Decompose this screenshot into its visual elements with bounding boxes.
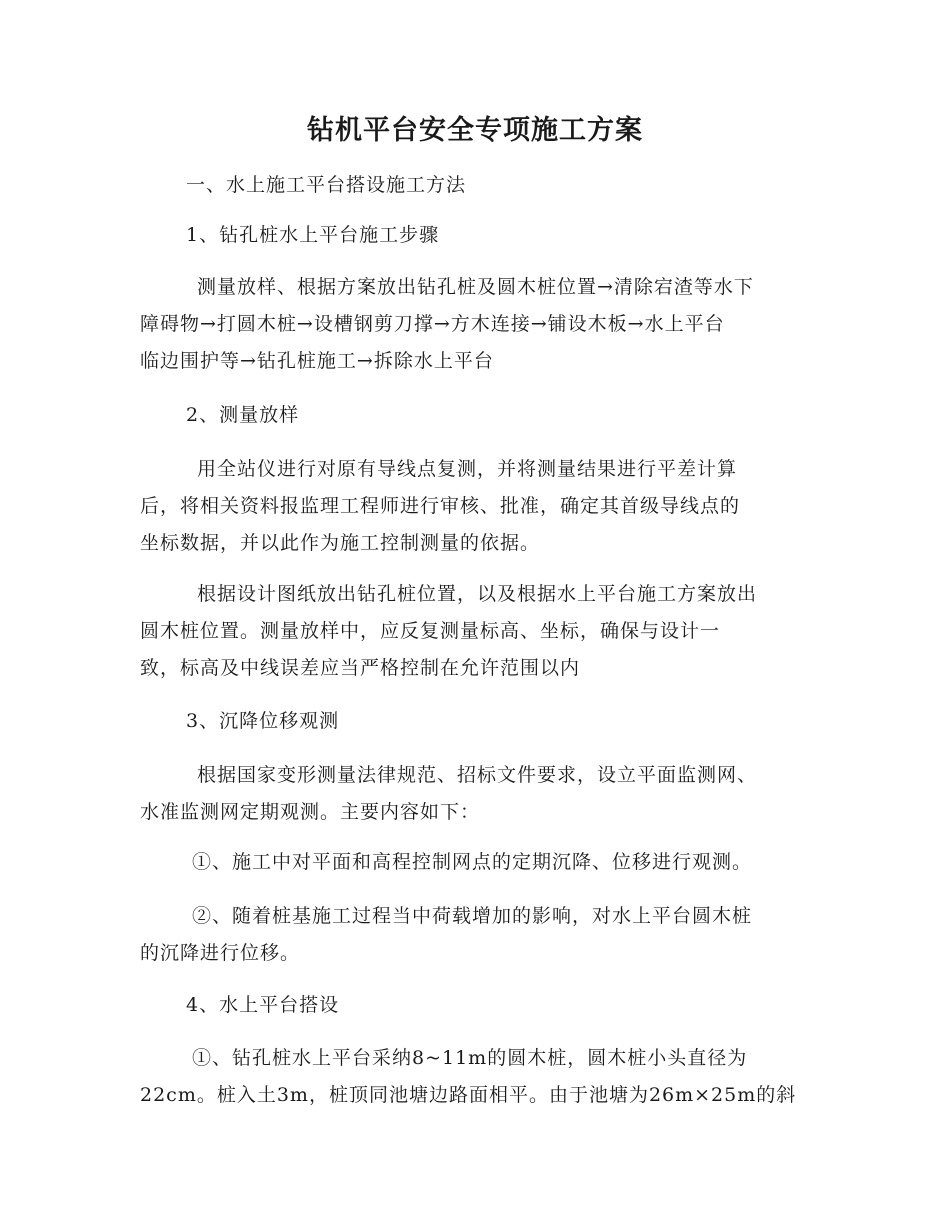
paragraph-line: 坐标数据，并以此作为施工控制测量的依据。 (140, 532, 541, 554)
paragraph-line: 圆木桩位置。测量放样中，应反复测量标高、坐标，确保与设计一 (140, 620, 721, 642)
list-item-monitoring-2 (140, 898, 810, 972)
paragraph-line: ②、随着桩基施工过程当中荷载增加的影响，对水上平台圆木桩 (192, 905, 753, 927)
paragraph-line: 测量放样、根据方案放出钻孔桩及圆木桩位置→清除宕渣等水下 (197, 276, 754, 298)
paragraph-line: 的沉降进行位移。 (140, 942, 301, 964)
paragraph-line: 22cm。桩入土3m，桩顶同池塘边路面相平。由于池塘为26m×25m的斜 (140, 1084, 797, 1106)
paragraph-line: ①、钻孔桩水上平台采纳8~11m的圆木桩，圆木桩小头直径为 (192, 1047, 748, 1069)
document-title: 钻机平台安全专项施工方案 (307, 115, 643, 146)
paragraph-line: 水准监测网定期观测。主要内容如下： (140, 801, 481, 823)
subsection-heading-3: 3、沉降位移观测 (186, 710, 340, 732)
paragraph-pile-positioning (140, 576, 810, 687)
paragraph-line: 临边围护等→钻孔桩施工→拆除水上平台 (140, 350, 494, 372)
paragraph-line: 致，标高及中线误差应当严格控制在允许范围以内 (140, 657, 581, 679)
paragraph-line: 后，将相关资料报监理工程师进行审核、批准，确定其首级导线点的 (140, 495, 741, 517)
paragraph-line: 根据国家变形测量法律规范、招标文件要求，设立平面监测网、 (197, 764, 758, 786)
paragraph-survey-control (140, 451, 810, 562)
paragraph-construction-steps (140, 269, 810, 380)
subsection-heading-4: 4、水上平台搭设 (186, 994, 340, 1016)
paragraph-monitoring-network (140, 757, 810, 831)
subsection-heading-2: 2、测量放样 (186, 404, 300, 426)
paragraph-line: 根据设计图纸放出钻孔桩位置，以及根据水上平台施工方案放出 (197, 583, 758, 605)
list-item-platform-1 (140, 1040, 810, 1114)
paragraph-line: 用全站仪进行对原有导线点复测，并将测量结果进行平差计算 (197, 458, 738, 480)
list-item-monitoring-1 (140, 844, 810, 881)
paragraph-line: 障碍物→打圆木桩→设槽钢剪刀撑→方木连接→铺设木板→水上平台 (140, 313, 725, 335)
paragraph-line: ①、施工中对平面和高程控制网点的定期沉降、位移进行观测。 (192, 851, 753, 873)
section-heading-1: 一、水上施工平台搭设施工方法 (186, 174, 467, 196)
subsection-heading-1: 1、钻孔桩水上平台施工步骤 (186, 224, 440, 246)
